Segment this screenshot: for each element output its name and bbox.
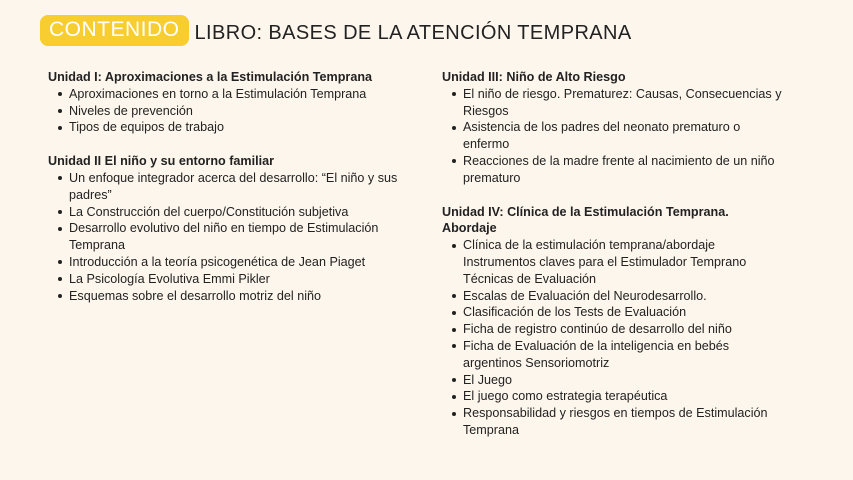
list-item: El niño de riesgo. Prematurez: Causas, Consecuencias y Riesgos (442, 86, 782, 120)
contenido-badge: CONTENIDO (40, 15, 189, 46)
unit-title: Unidad IV: Clínica de la Estimulación Temprana. Abordaje (442, 204, 729, 236)
list-item: Ficha de registro continúo de desarrollo del niño (442, 321, 782, 338)
right-column (442, 69, 782, 456)
list-item: Tipos de equipos de trabajo (48, 119, 398, 136)
unit-4 (442, 204, 782, 439)
unit-1 (48, 69, 398, 136)
list-item: Clínica de la estimulación temprana/abordaje Instrumentos claves para el Estimulador Temprano Técnicas de Evaluación (442, 237, 782, 287)
list-item: Niveles de prevención (48, 103, 398, 120)
unit-list (48, 86, 398, 136)
list-item: El Juego (442, 372, 782, 389)
unit-title: Unidad III: Niño de Alto Riesgo (442, 70, 626, 84)
list-item: Reacciones de la madre frente al nacimiento de un niño prematuro (442, 153, 782, 187)
list-item: Ficha de Evaluación de la inteligencia en bebés argentinos Sensoriomotriz (442, 338, 782, 372)
list-item: Desarrollo evolutivo del niño en tiempo de Estimulación Temprana (48, 220, 398, 254)
list-item: Introducción a la teoría psicogenética de Jean Piaget (48, 254, 398, 271)
list-item: Un enfoque integrador acerca del desarrollo: “El niño y sus padres” (48, 170, 398, 204)
unit-list (442, 86, 782, 187)
list-item: La Construcción del cuerpo/Constitución subjetiva (48, 204, 398, 221)
unit-title: Unidad I: Aproximaciones a la Estimulación Temprana (48, 70, 373, 84)
unit-3 (442, 69, 782, 187)
list-item: Escalas de Evaluación del Neurodesarrollo. (442, 288, 782, 305)
list-item: Asistencia de los padres del neonato prematuro o enfermo (442, 119, 782, 153)
unit-list (48, 170, 398, 304)
unit-list (442, 237, 782, 439)
page-title: LIBRO: BASES DE LA ATENCIÓN TEMPRANA (194, 21, 632, 44)
unit-title: Unidad II El niño y su entorno familiar (48, 154, 275, 169)
list-item: El juego como estrategia terapéutica (442, 388, 782, 405)
list-item: Clasificación de los Tests de Evaluación (442, 304, 782, 321)
list-item: La Psicología Evolutiva Emmi Pikler (48, 271, 398, 288)
list-item: Responsabilidad y riesgos en tiempos de Estimulación Temprana (442, 405, 782, 439)
page-header (40, 15, 632, 46)
list-item: Aproximaciones en torno a la Estimulación Temprana (48, 86, 398, 103)
unit-2 (48, 153, 398, 304)
list-item: Esquemas sobre el desarrollo motriz del niño (48, 288, 398, 305)
left-column (48, 69, 398, 321)
